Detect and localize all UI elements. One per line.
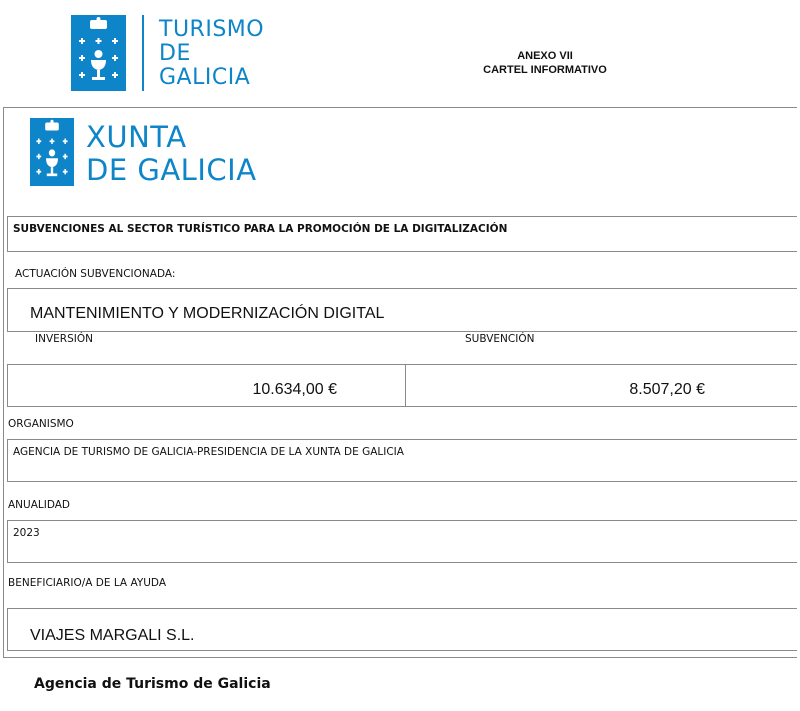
actuacion-label: ACTUACIÓN SUBVENCIONADA:	[15, 268, 176, 280]
inversion-label: INVERSIÓN	[35, 333, 93, 345]
logo-divider	[142, 15, 144, 91]
xunta-galicia-emblem-icon	[30, 118, 74, 186]
logo-line-3: GALICIA	[159, 65, 251, 90]
anexo-heading	[455, 49, 635, 77]
inversion-value: 10.634,00 €	[252, 381, 337, 398]
logo-line-1: TURISMO	[159, 17, 265, 42]
anualidad-box	[7, 520, 797, 563]
turismo-galicia-emblem-icon	[71, 15, 126, 91]
xunta-line-2: DE GALICIA	[86, 153, 257, 187]
subvencion-label: SUBVENCIÓN	[465, 333, 535, 345]
actuacion-value: MANTENIMIENTO Y MODERNIZACIÓN DIGITAL	[30, 305, 385, 322]
beneficiario-value: VIAJES MARGALI S.L.	[30, 627, 195, 644]
anexo-title: ANEXO VII	[517, 50, 573, 62]
anualidad-value: 2023	[13, 527, 40, 539]
anexo-subtitle: CARTEL INFORMATIVO	[483, 64, 607, 76]
organismo-value: AGENCIA DE TURISMO DE GALICIA-PRESIDENCIA DE LA XUNTA DE GALICIA	[13, 446, 404, 458]
logo-line-2: DE	[159, 41, 191, 66]
subvencion-value: 8.507,20 €	[629, 381, 705, 398]
xunta-galicia-logo-text	[86, 121, 257, 187]
beneficiario-label: BENEFICIARIO/A DE LA AYUDA	[8, 577, 167, 589]
anualidad-label: ANUALIDAD	[8, 499, 71, 511]
turismo-galicia-logo-text	[159, 18, 264, 90]
xunta-line-1: XUNTA	[86, 120, 187, 154]
program-title: SUBVENCIONES AL SECTOR TURÍSTICO PARA LA PROMOCIÓN DE LA DIGITALIZACIÓN	[13, 223, 508, 235]
footer-agency-name: Agencia de Turismo de Galicia	[34, 676, 271, 692]
organismo-label: ORGANISMO	[8, 418, 74, 430]
